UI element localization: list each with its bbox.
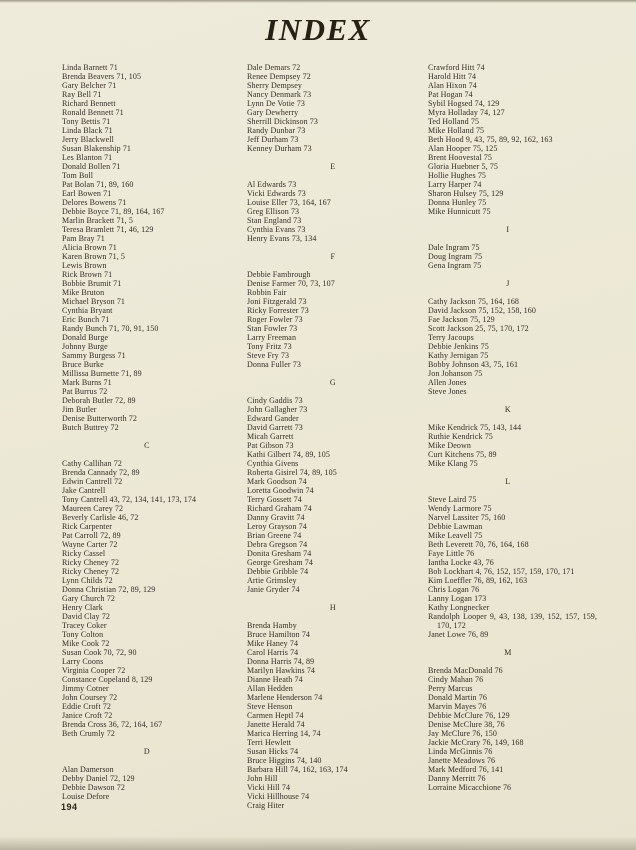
index-entry: Steve Jones	[428, 387, 467, 396]
section-heading-F: F	[330, 252, 336, 261]
index-entry: Joni Fitzgerald 73	[247, 297, 307, 306]
index-entry: Stan Fowler 73	[247, 324, 298, 333]
index-entry: Vicki Hill 74	[247, 783, 291, 792]
index-entry: Mike Kendrick 75, 143, 144	[428, 423, 522, 432]
index-entry: Brenda Hamby	[247, 621, 297, 630]
index-entry: Harold Hitt 74	[428, 72, 477, 81]
index-entry: Debbie Dawson 72	[62, 783, 125, 792]
index-entry: Linda McGinnis 76	[428, 747, 493, 756]
index-entry: Randy Dunbar 73	[247, 126, 306, 135]
index-entry: Terry Jacoups	[428, 333, 474, 342]
index-entry: Kathy Jernigan 75	[428, 351, 489, 360]
index-entry: Mike Cook 72	[62, 639, 110, 648]
index-entry: Hollie Hughes 75	[428, 171, 487, 180]
index-entry: Cynthia Evans 73	[247, 225, 306, 234]
index-entry: Millissa Burnette 71, 89	[62, 369, 142, 378]
index-entry: Mike Haney 74	[247, 639, 299, 648]
index-entry: Larry Coons	[62, 657, 104, 666]
index-entry: Renee Dempsey 72	[247, 72, 311, 81]
index-entry: Cynthia Bryant	[62, 306, 113, 315]
index-entry: Marica Herring 14, 74	[247, 729, 321, 738]
index-entry: Craig Hiter	[247, 801, 285, 810]
index-entry: David Garrett 73	[247, 423, 303, 432]
index-entry: Earl Bowen 71	[62, 189, 112, 198]
index-entry: Brian Greene 74	[247, 531, 302, 540]
index-entry: Curt Kitchens 75, 89	[428, 450, 497, 459]
index-entry: Lorraine Micacchione 76	[428, 783, 512, 792]
index-entry: Steve Fry 73	[247, 351, 290, 360]
index-entry: Gloria Huebner 5, 75	[428, 162, 498, 171]
index-entry: Cindy Gaddis 73	[247, 396, 303, 405]
section-heading-L: L	[505, 477, 511, 486]
index-column-1	[62, 63, 247, 801]
index-entry: Marilyn Hawkins 74	[247, 666, 316, 675]
index-entry: Steve Henson	[247, 702, 293, 711]
index-entry: Mike Hunnicutt 75	[428, 207, 491, 216]
index-entry: Carmen Heptl 74	[247, 711, 304, 720]
index-entry: Pat Burrus 72	[62, 387, 108, 396]
index-entry: Allen Jones	[428, 378, 467, 387]
index-entry: Ricky Forrester 73	[247, 306, 309, 315]
index-entry: Karen Brown 71, 5	[62, 252, 126, 261]
index-entry: Cathy Jackson 75, 164, 168	[428, 297, 520, 306]
index-entry: Alicia Brown 71	[62, 243, 117, 252]
index-entry: Edwin Cantrell 72	[62, 477, 123, 486]
page-title: INDEX	[265, 12, 371, 47]
index-entry: Jerry Blackwell	[62, 135, 114, 144]
index-entry: Debbie Gribble 74	[247, 567, 309, 576]
index-entry: Dale Demars 72	[247, 63, 301, 72]
index-entry: Donna Harris 74, 89	[247, 657, 315, 666]
index-entry: Debbie Boyce 71, 89, 164, 167	[62, 207, 165, 216]
index-entry: Mike Holland 75	[428, 126, 485, 135]
index-entry: Ruthie Kendrick 75	[428, 432, 493, 441]
index-entry: Vicki Edwards 73	[247, 189, 306, 198]
index-entry: Bob Lockhart 4, 76, 152, 157, 159, 170, 171	[428, 567, 575, 576]
index-entry: John Gallagher 73	[247, 405, 308, 414]
index-entry: Gary Belcher 71	[62, 81, 117, 90]
index-entry: Gary Dewherry	[247, 108, 299, 117]
index-entry: Teresa Bramlett 71, 46, 129	[62, 225, 154, 234]
index-entry: Beth Hood 9, 43, 75, 89, 92, 162, 163	[428, 135, 553, 144]
index-entry: Mike Klang 75	[428, 459, 478, 468]
index-entry: Johnny Burge	[62, 342, 108, 351]
index-entry: Alan Damerson	[62, 765, 114, 774]
index-entry: Dianne Heath 74	[247, 675, 303, 684]
index-entry: Artie Grimsley	[247, 576, 297, 585]
index-entry: Debbie Fambrough	[247, 270, 311, 279]
index-entry: Donald Bollen 71	[62, 162, 121, 171]
index-entry: Henry Evans 73, 134	[247, 234, 317, 243]
index-entry: Maureen Carey 72	[62, 504, 124, 513]
section-heading-E: E	[330, 162, 336, 171]
index-entry: Robbin Fair	[247, 288, 287, 297]
index-entry: Donna Fuller 73	[247, 360, 301, 369]
index-entry: Jon Johanson 75	[428, 369, 483, 378]
section-heading-M: M	[504, 648, 512, 657]
index-entry: Donna Christian 72, 89, 129	[62, 585, 156, 594]
index-entry: Susan Cook 70, 72, 90	[62, 648, 137, 657]
index-entry: Brenda Beavers 71, 105	[62, 72, 142, 81]
index-entry: Ricky Cheney 72	[62, 567, 120, 576]
index-entry: Crawford Hitt 74	[428, 63, 485, 72]
index-entry: Susan Blakenship 71	[62, 144, 132, 153]
index-entry: George Gresham 74	[247, 558, 313, 567]
index-entry: Wayne Carter 72	[62, 540, 118, 549]
index-entry: Denise Farmer 70, 73, 107	[247, 279, 335, 288]
index-entry: Bobbie Brumit 71	[62, 279, 122, 288]
index-entry: Cynthia Givens	[247, 459, 299, 468]
index-entry: Mike Bruton	[62, 288, 105, 297]
index-entry: Larry Freeman	[247, 333, 297, 342]
index-columns	[62, 63, 626, 810]
index-column-2	[247, 63, 428, 810]
index-entry: Mark Goodson 74	[247, 477, 307, 486]
section-heading-J: J	[506, 279, 510, 288]
index-entry: Richard Graham 74	[247, 504, 312, 513]
index-entry: Lynn De Votie 73	[247, 99, 305, 108]
index-entry: Linda Barnett 71	[62, 63, 118, 72]
index-entry: Myra Holladay 74, 127	[428, 108, 505, 117]
index-entry: Mike Leavell 75	[428, 531, 483, 540]
index-entry: Michael Bryson 71	[62, 297, 126, 306]
index-entry: Larry Harper 74	[428, 180, 482, 189]
index-entry: Rick Carpenter	[62, 522, 113, 531]
index-entry: Roger Fowler 73	[247, 315, 303, 324]
index-entry: David Clay 72	[62, 612, 110, 621]
index-column-3	[428, 63, 626, 792]
section-heading-H: H	[329, 603, 337, 612]
index-entry: Jeff Durham 73	[247, 135, 299, 144]
index-entry: Eric Bunch 71	[62, 315, 110, 324]
index-entry: Marlin Brackett 71, 5	[62, 216, 133, 225]
index-entry: Al Edwards 73	[247, 180, 297, 189]
index-entry: Terri Hewlett	[247, 738, 292, 747]
index-entry: Brent Hoovestal 75	[428, 153, 493, 162]
index-entry: Tracey Coker	[62, 621, 107, 630]
index-entry: Pat Bolan 71, 89, 160	[62, 180, 134, 189]
index-entry: Tony Colton	[62, 630, 104, 639]
index-entry: Chris Logan 76	[428, 585, 480, 594]
index-entry: Scott Jackson 25, 75, 170, 172	[428, 324, 529, 333]
index-entry: Debbie Lawman	[428, 522, 483, 531]
index-entry: John Hill	[247, 774, 278, 783]
index-entry: Pat Gibson 73	[247, 441, 294, 450]
index-entry: Virginia Cooper 72	[62, 666, 126, 675]
index-entry: Butch Buttrey 72	[62, 423, 119, 432]
index-entry: Rick Brown 71	[62, 270, 113, 279]
index-entry: Les Blanton 71	[62, 153, 113, 162]
page-bottom-edge	[0, 836, 636, 850]
index-entry: Janie Gryder 74	[247, 585, 300, 594]
index-entry: Donald Burge	[62, 333, 109, 342]
index-entry: Kathi Gilbert 74, 89, 105	[247, 450, 330, 459]
index-entry: Allan Hedden	[247, 684, 293, 693]
index-entry: Randy Bunch 71, 70, 91, 150	[62, 324, 159, 333]
index-entry: Lewis Brown	[62, 261, 107, 270]
section-heading-G: G	[329, 378, 337, 387]
index-entry: Ricky Cheney 72	[62, 558, 120, 567]
index-entry: Debra Gregson 74	[247, 540, 308, 549]
page-number: 194	[61, 802, 78, 812]
index-entry: Sharon Hulsey 75, 129	[428, 189, 504, 198]
index-entry: Narvel Lassiter 75, 160	[428, 513, 506, 522]
section-heading-D: D	[143, 747, 151, 756]
index-entry: Janet Lowe 76, 89	[428, 630, 489, 639]
index-entry: Edward Gander	[247, 414, 299, 423]
index-entry: Brenda Cross 36, 72, 164, 167	[62, 720, 163, 729]
index-entry: Terry Gossett 74	[247, 495, 302, 504]
index-entry: Faye Little 76	[428, 549, 475, 558]
index-entry: Linda Black 71	[62, 126, 113, 135]
index-entry: Donita Gresham 74	[247, 549, 312, 558]
index-entry: Gena Ingram 75	[428, 261, 482, 270]
index-entry: Tony Fritz 73	[247, 342, 292, 351]
index-entry: Janice Croft 72	[62, 711, 113, 720]
index-entry: Kenney Durham 73	[247, 144, 312, 153]
index-entry: Roberta Gisirel 74, 89, 105	[247, 468, 337, 477]
index-entry: Leroy Grayson 74	[247, 522, 307, 531]
index-entry: Mark Medford 76, 141	[428, 765, 504, 774]
index-entry: Nancy Denmark 73	[247, 90, 312, 99]
section-heading-K: K	[504, 405, 512, 414]
index-entry: Brenda Cannady 72, 89	[62, 468, 140, 477]
section-heading-I: I	[506, 225, 510, 234]
index-entry: Constance Copeland 8, 129	[62, 675, 153, 684]
index-entry: Bruce Higgins 74, 140	[247, 756, 322, 765]
index-entry: Jimmy Cotner	[62, 684, 109, 693]
index-entry: David Jackson 75, 152, 158, 160	[428, 306, 536, 315]
index-entry: Richard Bennett	[62, 99, 116, 108]
index-entry: Wendy Larmore 75	[428, 504, 492, 513]
index-entry: Kathy Longnecker	[428, 603, 490, 612]
index-entry: Sherrill Dickinson 73	[247, 117, 318, 126]
index-entry: Sybil Hogsed 74, 129	[428, 99, 500, 108]
index-entry: Perry Marcus	[428, 684, 473, 693]
index-entry: Henry Clark	[62, 603, 103, 612]
index-entry: Danny Gravitt 74	[247, 513, 305, 522]
index-entry: Debbie Jenkins 75	[428, 342, 489, 351]
index-entry: Sherry Dempsey	[247, 81, 302, 90]
index-entry: Brenda MacDonald 76	[428, 666, 503, 675]
index-entry: Iantha Locke 43, 76	[428, 558, 494, 567]
index-entry: Beverly Carlisle 46, 72	[62, 513, 139, 522]
index-entry: Greg Ellison 73	[247, 207, 300, 216]
index-entry: Debbie McClure 76, 129	[428, 711, 510, 720]
index-entry: Kim Loeffler 76, 89, 162, 163	[428, 576, 528, 585]
index-entry: Pat Hogan 74	[428, 90, 473, 99]
index-entry: Jay McClure 76, 150	[428, 729, 498, 738]
index-entry: Tony Bettis 71	[62, 117, 111, 126]
index-entry: Tony Cantrell 43, 72, 134, 141, 173, 174	[62, 495, 197, 504]
index-entry: Alan Hixon 74	[428, 81, 477, 90]
index-entry: Lynn Childs 72	[62, 576, 113, 585]
index-entry: Barbara Hill 74, 162, 163, 174	[247, 765, 348, 774]
index-entry: Stan England 73	[247, 216, 302, 225]
index-entry: Pam Bray 71	[62, 234, 105, 243]
index-entry: Cathy Callihan 72	[62, 459, 122, 468]
index-entry: Denise Butterworth 72	[62, 414, 137, 423]
index-entry: Beth Leverett 70, 76, 164, 168	[428, 540, 529, 549]
index-entry: Jake Cantrell	[62, 486, 106, 495]
index-entry: Cindy Mahan 76	[428, 675, 484, 684]
index-entry: Louise Defore	[62, 792, 110, 801]
index-entry: Jackie McCrary 76, 149, 168	[428, 738, 524, 747]
index-entry: Ray Bell 71	[62, 90, 102, 99]
index-entry: Eddie Croft 72	[62, 702, 111, 711]
index-entry: Randolph Looper 9, 43, 138, 139, 152, 157, 159, 170, 172	[428, 612, 597, 630]
index-entry: Janette Herald 74	[247, 720, 305, 729]
index-entry: Bobby Johnson 43, 75, 161	[428, 360, 519, 369]
index-entry: Fae Jackson 75, 129	[428, 315, 495, 324]
index-entry: Vicki Hillhouse 74	[247, 792, 310, 801]
index-entry: Lanny Logan 173	[428, 594, 487, 603]
index-entry: Carol Harris 74	[247, 648, 299, 657]
index-entry: Jim Butler	[62, 405, 97, 414]
index-entry: Mike Deown	[428, 441, 471, 450]
index-entry: Beth Crumly 72	[62, 729, 115, 738]
index-entry: Ronald Bennett 71	[62, 108, 124, 117]
index-entry: Tom Boll	[62, 171, 94, 180]
index-entry: Denise McClure 38, 76	[428, 720, 505, 729]
index-entry: Alan Hooper 75, 125	[428, 144, 498, 153]
index-entry: Deborah Butler 72, 89	[62, 396, 136, 405]
index-entry: Micah Garrett	[247, 432, 294, 441]
index-entry: Steve Laird 75	[428, 495, 477, 504]
index-entry: Delores Bowens 71	[62, 198, 127, 207]
index-entry: John Coursey 72	[62, 693, 118, 702]
index-entry: Ricky Cassel	[62, 549, 106, 558]
index-entry: Loretta Goodwin 74	[247, 486, 314, 495]
page-top-edge	[0, 0, 636, 3]
index-entry: Danny Merritt 76	[428, 774, 486, 783]
index-entry: Gary Church 72	[62, 594, 115, 603]
index-entry: Susan Hicks 74	[247, 747, 299, 756]
index-entry: Ted Holland 75	[428, 117, 480, 126]
index-entry: Dale Ingram 75	[428, 243, 480, 252]
index-entry: Marvin Mayes 76	[428, 702, 487, 711]
index-entry: Bruce Hamilton 74	[247, 630, 311, 639]
index-entry: Louise Eller 73, 164, 167	[247, 198, 331, 207]
index-entry: Janette Meadows 76	[428, 756, 496, 765]
index-entry: Sammy Burgess 71	[62, 351, 126, 360]
index-entry: Mark Burns 71	[62, 378, 112, 387]
section-heading-C: C	[144, 441, 150, 450]
index-entry: Donald Martin 76	[428, 693, 487, 702]
index-entry: Bruce Burke	[62, 360, 104, 369]
index-entry: Doug Ingram 75	[428, 252, 483, 261]
index-entry: Donna Hunley 75	[428, 198, 487, 207]
index-entry: Marlene Henderson 74	[247, 693, 323, 702]
index-entry: Debby Daniel 72, 129	[62, 774, 135, 783]
index-entry: Pat Carroll 72, 89	[62, 531, 121, 540]
